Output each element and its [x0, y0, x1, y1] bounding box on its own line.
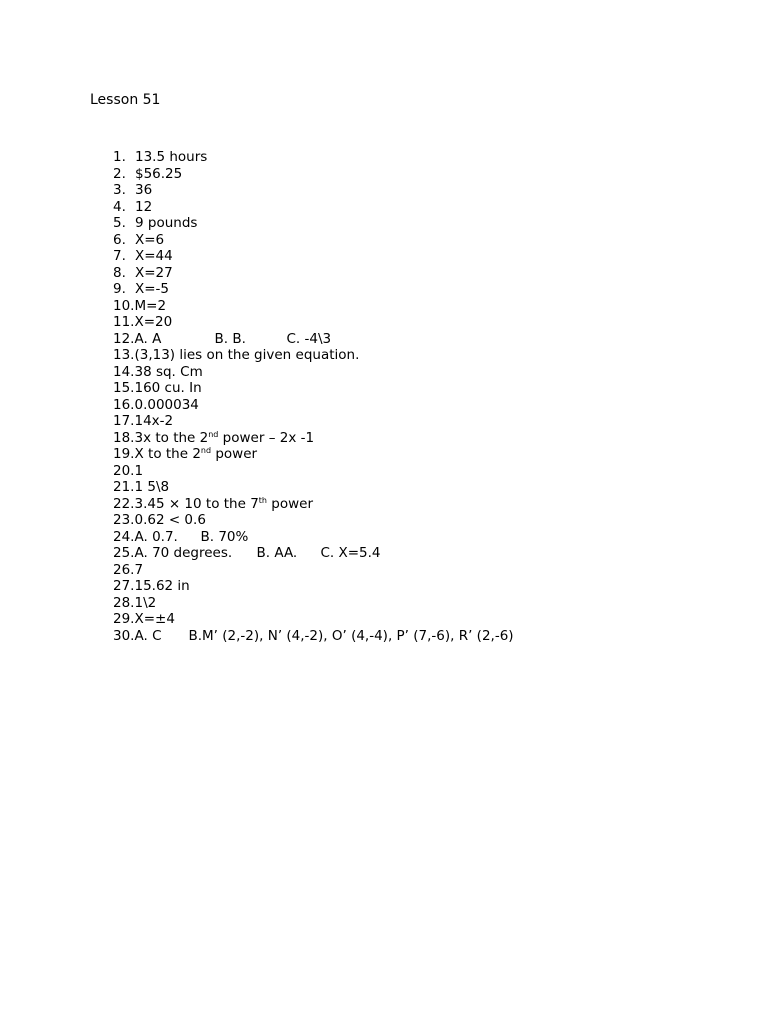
answer-text: 1\2: [134, 594, 157, 611]
answer-text: (3,13) lies on the given equation.: [134, 347, 360, 363]
answer-item: [113, 446, 514, 463]
answer-text-pre: 3x to the 2: [134, 429, 209, 446]
answer-text: 7: [134, 561, 144, 578]
answer-text: [134, 496, 313, 513]
answer-part-b: B. B.: [214, 330, 246, 347]
answer-number: 9.: [113, 281, 126, 297]
answer-item: [113, 463, 514, 480]
answer-text: X=6: [135, 231, 165, 248]
answer-text: 12: [135, 198, 153, 215]
answer-text: 0.62 < 0.6: [134, 512, 206, 528]
answer-part-b: B. 70%: [200, 528, 249, 545]
answer-item: [113, 199, 514, 216]
answer-text: 15.62 in: [134, 578, 190, 594]
answer-number: 21.: [113, 479, 135, 495]
answer-number: 20.: [113, 462, 135, 479]
ordinal-superscript: nd: [200, 446, 212, 455]
answer-number: 27.: [113, 578, 135, 594]
answer-item: [113, 545, 514, 562]
answer-item: [113, 397, 514, 414]
answer-text: 9 pounds: [135, 215, 198, 231]
answer-number: 19.: [113, 446, 135, 462]
answer-text: 14x-2: [134, 413, 174, 429]
answer-number: 1.: [113, 149, 126, 165]
answer-text-pre: X to the 2: [134, 446, 201, 462]
answer-text-post: power: [267, 495, 314, 512]
answer-item: [113, 265, 514, 282]
answer-text: 1: [134, 462, 144, 479]
answer-number: 23.: [113, 512, 135, 528]
answer-number: 2.: [113, 165, 126, 182]
answer-number: 15.: [113, 380, 135, 396]
answer-item: [113, 562, 514, 579]
answer-number: 24.: [113, 528, 135, 545]
answer-item: [113, 248, 514, 265]
answer-item: [113, 215, 514, 232]
answer-text-post: power: [211, 446, 258, 462]
ordinal-superscript: th: [258, 495, 268, 505]
answer-part-a: A. 0.7.: [134, 528, 178, 545]
answer-part-b: B. AA.: [256, 545, 298, 561]
answer-item: [113, 512, 514, 529]
answer-number: 14.: [113, 363, 135, 380]
answer-number: 16.: [113, 396, 135, 413]
answer-item: [113, 413, 514, 430]
answer-item: [113, 430, 514, 447]
answer-list: [113, 149, 514, 644]
answer-text: 0.000034: [134, 396, 199, 413]
answer-text: 160 cu. In: [134, 380, 202, 396]
answer-item: [113, 595, 514, 612]
page-title: Lesson 51: [90, 92, 161, 108]
answer-part-a: A. C: [134, 627, 162, 644]
answer-number: 26.: [113, 561, 135, 578]
ordinal-superscript: nd: [208, 429, 219, 439]
answer-number: 12.: [113, 330, 135, 347]
answer-number: 8.: [113, 264, 126, 281]
answer-number: 10.: [113, 297, 135, 314]
answer-text: X=-5: [135, 281, 170, 297]
answer-item: [113, 281, 514, 298]
answer-text: X=20: [134, 314, 173, 330]
answer-text: M=2: [134, 297, 167, 314]
answer-text: 13.5 hours: [135, 149, 208, 165]
answer-item: [113, 347, 514, 364]
answer-item: [113, 182, 514, 199]
answer-item: [113, 578, 514, 595]
answer-item: [113, 314, 514, 331]
answer-item: [113, 166, 514, 183]
answer-text: 1 5\8: [134, 479, 170, 495]
answer-number: 13.: [113, 347, 135, 363]
answer-number: 5.: [113, 215, 126, 231]
answer-text: [134, 430, 314, 447]
answer-text: $56.25: [135, 165, 183, 182]
answer-number: 30.: [113, 627, 135, 644]
answer-item: [113, 364, 514, 381]
answer-text: X=27: [135, 264, 173, 281]
answer-number: 29.: [113, 611, 135, 627]
answer-number: 6.: [113, 231, 126, 248]
answer-number: 7.: [113, 248, 126, 264]
answer-text: 36: [135, 182, 153, 198]
answer-number: 28.: [113, 594, 135, 611]
answer-number: 17.: [113, 413, 135, 429]
answer-number: 4.: [113, 198, 126, 215]
answer-item: [113, 149, 514, 166]
answer-part-a: A. A: [134, 330, 162, 347]
answer-text-pre: 3.45 × 10 to the 7: [134, 495, 259, 512]
answer-item: [113, 298, 514, 315]
answer-part-b: B.M’ (2,-2), N’ (4,-2), O’ (4,-4), P’ (7,-6), R’ (2,-6): [188, 627, 514, 644]
answer-item: [113, 331, 514, 348]
answer-item: [113, 479, 514, 496]
answer-item: [113, 529, 514, 546]
answer-item: [113, 628, 514, 645]
answer-item: [113, 380, 514, 397]
answer-number: 25.: [113, 545, 135, 561]
answer-number: 22.: [113, 495, 135, 512]
answer-number: 3.: [113, 182, 126, 198]
answer-item: [113, 611, 514, 628]
answer-number: 11.: [113, 314, 135, 330]
answer-text: [134, 446, 257, 463]
answer-text: X=±4: [134, 611, 175, 627]
answer-part-c: C. -4\3: [286, 330, 332, 347]
answer-number: 18.: [113, 429, 135, 446]
answer-text-post: power – 2x -1: [218, 429, 315, 446]
answer-part-c: C. X=5.4: [320, 545, 381, 561]
answer-item: [113, 496, 514, 513]
answer-part-a: A. 70 degrees.: [134, 545, 233, 561]
answer-text: X=44: [135, 248, 173, 264]
answer-text: 38 sq. Cm: [134, 363, 203, 380]
answer-item: [113, 232, 514, 249]
